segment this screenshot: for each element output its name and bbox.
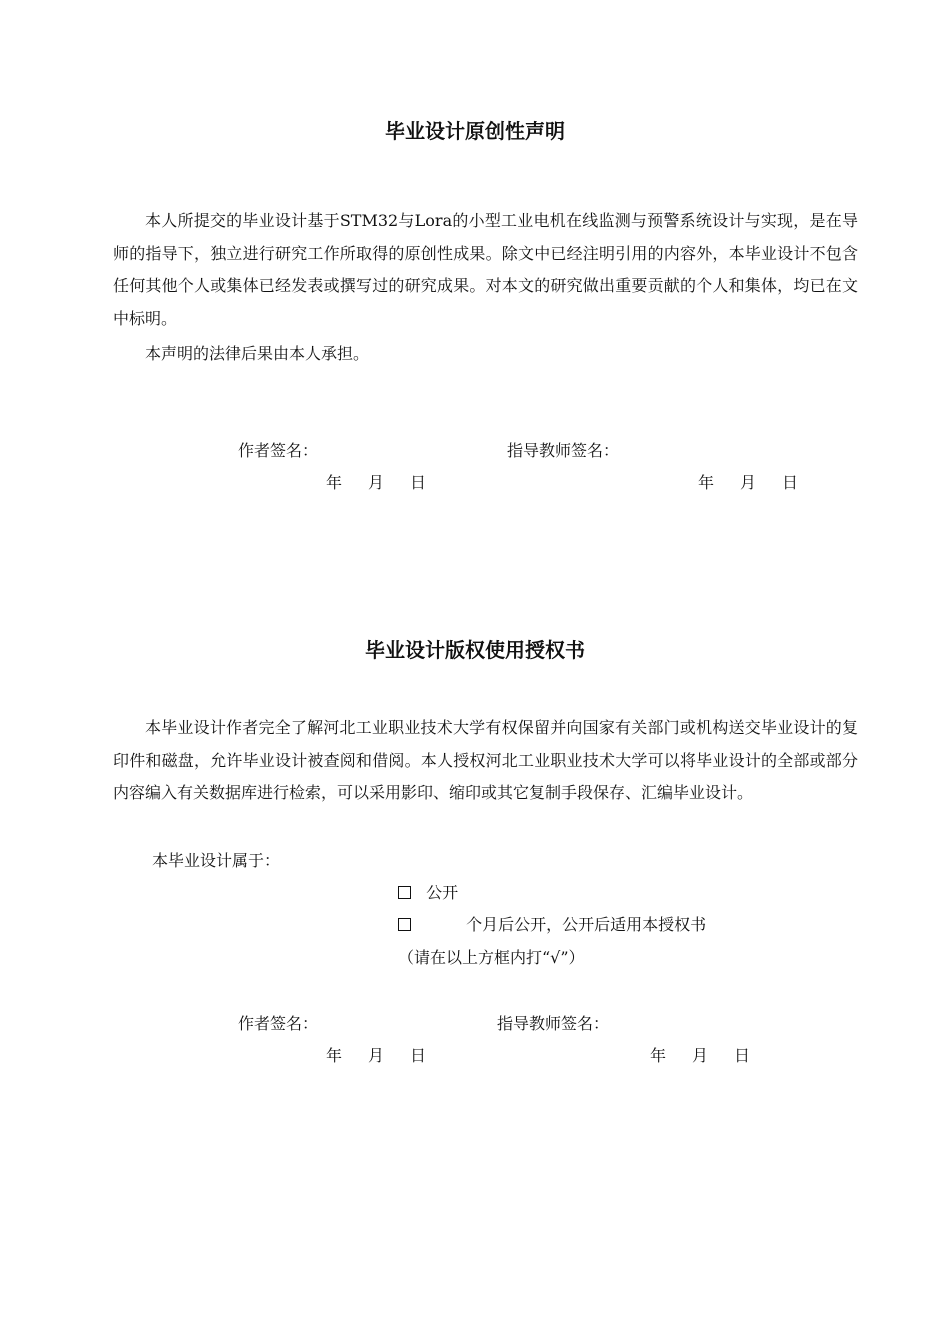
- authorization-author-date: [326, 1045, 426, 1067]
- date-day: 日: [410, 1046, 427, 1065]
- declaration-paragraph-2: 本声明的法律后果由本人承担。: [145, 344, 370, 363]
- date-year: 年: [326, 473, 343, 492]
- authorization-paragraph-1: 本毕业设计作者完全了解河北工业职业技术大学有权保留并向国家有关部门或机构送交毕业设计的复印件和磁盘，允许毕业设计被查阅和借阅。本人授权河北工业职业技术大学可以将毕业设计的全部或部分内容编入有关数据库进行检索，可以采用影印、缩印或其它复制手段保存、汇编毕业设计。: [113, 718, 858, 802]
- date-year: 年: [326, 1046, 343, 1065]
- date-day: 日: [782, 473, 799, 492]
- declaration-paragraph-1: 本人所提交的毕业设计基于STM32与Lora的小型工业电机在线监测与预警系统设计与实现，是在导师的指导下，独立进行研究工作所取得的原创性成果。除文中已经注明引用的内容外，本毕业设计不包含任何其他个人或集体已经发表或撰写过的研究成果。对本文的研究做出重要贡献的个人和集体，均已在文中标明。: [113, 211, 858, 328]
- declaration-advisor-sign-label: 指导教师签名：: [507, 441, 620, 460]
- date-month: 月: [368, 473, 385, 492]
- authorization-author-sign-label: 作者签名：: [238, 1014, 319, 1033]
- authorization-belongs-label: 本毕业设计属于：: [152, 851, 281, 870]
- date-month: 月: [692, 1046, 709, 1065]
- date-month: 月: [368, 1046, 385, 1065]
- declaration-advisor-date: [698, 472, 798, 494]
- option-public-label: 公开: [426, 883, 459, 902]
- declaration-author-date: [326, 472, 426, 494]
- declaration-author-sign-label: 作者签名：: [238, 441, 319, 460]
- option-delayed-row: [398, 914, 706, 936]
- authorization-title: 毕业设计版权使用授权书: [365, 638, 585, 662]
- date-year: 年: [650, 1046, 667, 1065]
- checkbox-note: （请在以上方框内打“√”）: [398, 948, 585, 967]
- option-delayed-label: 个月后公开，公开后适用本授权书: [466, 915, 707, 934]
- declaration-title: 毕业设计原创性声明: [385, 119, 565, 143]
- option-public-row: [398, 882, 458, 904]
- date-month: 月: [740, 473, 757, 492]
- authorization-advisor-sign-label: 指导教师签名：: [497, 1014, 610, 1033]
- delayed-checkbox[interactable]: [398, 918, 411, 931]
- date-day: 日: [410, 473, 427, 492]
- authorization-advisor-date: [650, 1045, 750, 1067]
- date-year: 年: [698, 473, 715, 492]
- public-checkbox[interactable]: [398, 886, 411, 899]
- date-day: 日: [734, 1046, 751, 1065]
